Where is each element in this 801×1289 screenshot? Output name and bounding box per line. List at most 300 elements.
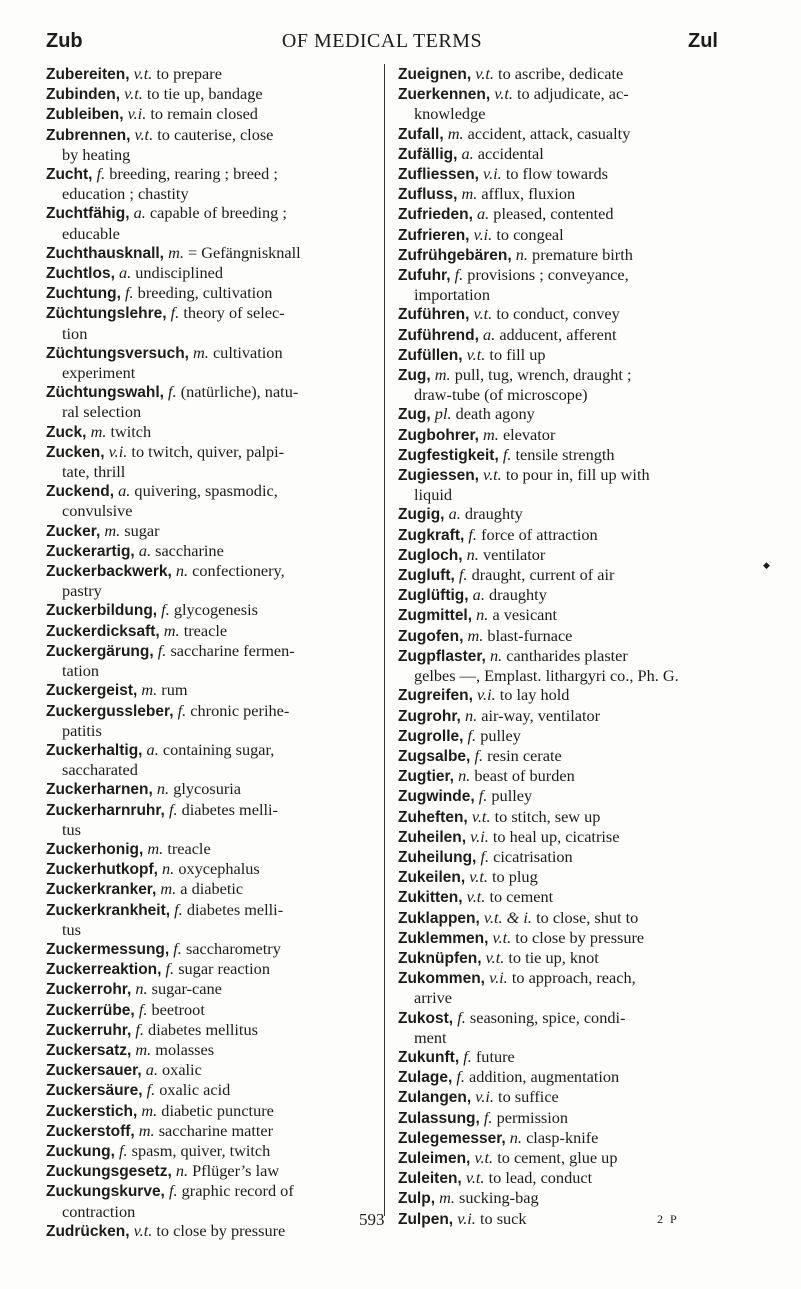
entry-line (46, 382, 298, 401)
entry-line (398, 265, 629, 284)
definition-continuation: educable (62, 223, 120, 243)
entry-line (398, 504, 523, 523)
headword: Züchtungsversuch, (46, 344, 189, 362)
entry-line (46, 1141, 270, 1160)
dictionary-entry (46, 283, 376, 303)
definition: sugar (124, 520, 160, 540)
definition: breeding, rearing ; breed ; (109, 164, 278, 184)
headword: Zuchtung, (46, 285, 121, 303)
definition: to twitch, quiver, palpi- (131, 441, 285, 461)
grammar-label: a. (483, 324, 496, 344)
entry-line (398, 827, 619, 846)
dictionary-entry (398, 968, 728, 1007)
headword: Zuckerharnen, (46, 781, 153, 799)
grammar-label: a. (448, 504, 461, 524)
definition: containing sugar, (162, 739, 275, 759)
headword: Zugrolle, (398, 727, 464, 745)
definition: resin cerate (487, 745, 562, 765)
definition: to stitch, sew up (494, 806, 601, 826)
definition: to tie up, bandage (146, 84, 263, 104)
dictionary-entry (398, 184, 728, 204)
dictionary-entry (46, 442, 376, 481)
dictionary-entry (398, 948, 728, 968)
entry-line (398, 585, 547, 604)
grammar-label: v.i. (457, 1208, 476, 1228)
dictionary-entry (398, 404, 728, 424)
dictionary-entry (46, 1040, 376, 1060)
dictionary-entry (398, 928, 728, 948)
grammar-label: n. (515, 244, 528, 264)
grammar-label: pl. (434, 404, 452, 424)
headword: Zudrücken, (46, 1222, 130, 1240)
dictionary-entry (398, 746, 728, 766)
definition: oxycephalus (178, 859, 260, 879)
grammar-label: f. (173, 938, 182, 958)
entry-line (398, 1209, 527, 1228)
definition-continuation: pastry (62, 581, 102, 601)
dictionary-entry (398, 144, 728, 164)
entry-line (398, 685, 569, 704)
grammar-label: v.t. & i. (483, 907, 532, 927)
headword: Zulassung, (398, 1109, 480, 1127)
definition: saccharine (155, 540, 224, 560)
grammar-label: n. (458, 766, 471, 786)
dictionary-entry (398, 84, 728, 123)
dictionary-entry (46, 263, 376, 283)
definition: diabetic puncture (161, 1100, 274, 1120)
entry-line (398, 144, 544, 163)
definition-continuation: saccharated (62, 760, 138, 780)
definition: seasoning, spice, condi- (469, 1007, 626, 1027)
headword: Zufrieden, (398, 206, 473, 224)
definition: to conduct, convey (496, 304, 620, 324)
dictionary-entry (398, 1108, 728, 1128)
headword: Zugwinde, (398, 788, 475, 806)
headword: Zufliessen, (398, 166, 479, 184)
headword: Zuckerkranker, (46, 881, 157, 899)
headword: Zukost, (398, 1009, 454, 1027)
dictionary-entry (398, 847, 728, 867)
definition: to suffice (498, 1087, 559, 1107)
entry-line (398, 1128, 598, 1147)
grammar-label: n. (135, 979, 148, 999)
dictionary-entry (398, 766, 728, 786)
definition-continuation: importation (414, 285, 490, 305)
headword: Zulage, (398, 1069, 453, 1087)
grammar-label: v.t. (474, 1147, 494, 1167)
dictionary-entry (46, 1181, 376, 1220)
header-right-guide-word: Zul (688, 30, 718, 52)
entry-line (46, 939, 281, 958)
headword: Züchtungslehre, (46, 305, 167, 323)
entry-line (46, 283, 272, 302)
printer-signature: 2 P (657, 1212, 679, 1226)
headword: Zubereiten, (46, 66, 130, 83)
definition: treacle (167, 838, 211, 858)
entry-line (398, 365, 632, 384)
entry-line (46, 1080, 230, 1099)
entry-line (398, 928, 644, 947)
grammar-label: v.t. (492, 927, 512, 947)
dictionary-entry (46, 84, 376, 104)
definition: glycogenesis (173, 600, 258, 620)
headword: Zuckersäure, (46, 1082, 143, 1100)
dictionary-entry (46, 1141, 376, 1161)
grammar-label: a. (138, 540, 152, 560)
definition: a vesicant (492, 605, 558, 625)
definition: blast-furnace (487, 625, 573, 645)
dictionary-entry (398, 1188, 728, 1208)
dictionary-entry (398, 425, 728, 445)
grammar-label: m. (135, 1039, 152, 1059)
entry-line (46, 203, 287, 222)
definition: draughty (488, 585, 547, 605)
grammar-label: v.t. (133, 1220, 153, 1240)
definition: pulley (480, 725, 521, 745)
definition: twitch (110, 421, 152, 441)
entry-line (398, 84, 629, 103)
entry-line (398, 204, 614, 223)
entry-line (46, 104, 258, 123)
entry-line (46, 1020, 258, 1039)
headword: Zulp, (398, 1190, 436, 1208)
dictionary-entry (398, 1047, 728, 1067)
definition: to flow towards (505, 164, 609, 184)
grammar-label: m. (439, 1188, 455, 1208)
grammar-label: m. (467, 625, 484, 645)
grammar-label: m. (447, 123, 464, 143)
definition-continuation: arrive (414, 988, 452, 1008)
headword: Zuckerdicksaft, (46, 622, 160, 640)
dictionary-entry (398, 304, 728, 324)
entry-line (398, 445, 615, 464)
definition: air-way, ventilator (481, 705, 601, 725)
headword: Zuheilung, (398, 848, 477, 866)
definition-continuation: experiment (62, 363, 136, 383)
dictionary-entry (46, 203, 376, 242)
definition: cantharides plaster (506, 645, 628, 665)
definition: to prepare (156, 64, 222, 83)
headword: Zufüllen, (398, 346, 463, 364)
headword: Zucken, (46, 443, 105, 461)
definition: pulley (491, 786, 533, 806)
dictionary-entry (398, 1128, 728, 1148)
headword: Zugsalbe, (398, 747, 471, 765)
grammar-label: m. (193, 342, 209, 362)
definition: sucking-bag (459, 1188, 539, 1208)
headword: Zuckerbackwerk, (46, 563, 172, 581)
grammar-label: f. (174, 899, 183, 919)
dictionary-entry (398, 685, 728, 705)
headword: Zuckerhutkopf, (46, 861, 158, 879)
dictionary-entry (398, 605, 728, 625)
definition: saccharine matter (158, 1120, 274, 1140)
definition: beast of burden (474, 766, 575, 786)
headword: Zuchtfähig, (46, 205, 130, 223)
grammar-label: f. (480, 846, 490, 866)
definition-continuation: tate, thrill (62, 462, 126, 482)
definition: accidental (477, 143, 544, 163)
definition: to cement, glue up (497, 1147, 618, 1167)
headword: Zueignen, (398, 66, 472, 83)
headword: Zucht, (46, 166, 93, 184)
definition: chronic perihe- (190, 700, 290, 720)
grammar-label: f. (168, 799, 178, 819)
entry-line (46, 1121, 273, 1140)
grammar-label: f. (468, 524, 477, 544)
headword: Zuführend, (398, 326, 479, 344)
entry-line (398, 184, 575, 203)
entry-line (398, 867, 538, 886)
grammar-label: f. (457, 1007, 466, 1027)
entry-line (46, 521, 160, 540)
definition: undisciplined (135, 263, 223, 283)
grammar-label: f. (502, 444, 512, 464)
grammar-label: f. (478, 786, 488, 806)
dictionary-entry (46, 641, 376, 680)
entry-line (398, 807, 600, 826)
headword: Zuckerruhr, (46, 1021, 132, 1039)
grammar-label: v.t. (465, 1168, 485, 1188)
grammar-label: f. (177, 700, 187, 720)
definition: to pour in, fill up with (505, 465, 650, 485)
grammar-label: n. (162, 859, 175, 879)
definition: cultivation (212, 342, 283, 362)
dictionary-entry (398, 465, 728, 504)
left-column (46, 64, 376, 1241)
dictionary-entry (398, 124, 728, 144)
entry-line (46, 1161, 279, 1180)
entry-line (398, 626, 572, 645)
definition: elevator (502, 424, 556, 444)
entry-line (398, 786, 532, 805)
grammar-label: v.t. (466, 887, 486, 907)
definition-continuation: tus (62, 919, 82, 939)
entry-line (398, 164, 608, 183)
dictionary-entry (46, 1060, 376, 1080)
grammar-label: f. (161, 600, 170, 620)
dictionary-entry (398, 525, 728, 545)
definition: oxalic (162, 1060, 202, 1080)
entry-line (398, 766, 575, 785)
headword: Zugluft, (398, 567, 455, 585)
dictionary-entry (398, 1008, 728, 1047)
definition: to cauterise, close (157, 124, 274, 144)
headword: Zukeilen, (398, 869, 466, 887)
definition: molasses (155, 1039, 215, 1059)
dictionary-entry (46, 839, 376, 859)
entry-line (398, 1168, 592, 1187)
dictionary-entry (398, 504, 728, 524)
definition: pull, tug, wrench, draught ; (454, 365, 632, 385)
entry-line (46, 243, 301, 262)
headword: Zuck, (46, 423, 87, 441)
definition: force of attraction (481, 524, 598, 544)
grammar-label: m. (168, 242, 184, 262)
dictionary-entry (398, 225, 728, 245)
definition-continuation: gelbes —, Emplast. lithargyri co., Ph. G. (414, 666, 679, 686)
headword: Zuckerrohr, (46, 981, 132, 999)
grammar-label: n. (175, 1161, 189, 1181)
entry-line (46, 1040, 214, 1059)
grammar-label: v.t. (473, 304, 493, 324)
entry-line (398, 425, 555, 444)
definition: pleased, contented (493, 204, 614, 224)
headword: Zuckerkrankheit, (46, 901, 171, 919)
grammar-label: v.i. (489, 968, 508, 988)
entry-line (46, 263, 223, 282)
headword: Zufällig, (398, 145, 458, 163)
headword: Zuckerbildung, (46, 602, 158, 620)
grammar-label: f. (135, 1019, 144, 1039)
header-left-guide-word: Zub (46, 30, 83, 52)
dictionary-entry (46, 879, 376, 899)
dictionary-entry (46, 701, 376, 740)
definition: to adjudicate, ac- (517, 84, 629, 104)
entry-line (398, 245, 633, 264)
entry-line (398, 1067, 619, 1086)
headword: Zufrühgebären, (398, 246, 512, 264)
grammar-label: m. (461, 184, 478, 204)
entry-line (398, 646, 628, 665)
dictionary-entry (46, 1221, 376, 1241)
dictionary-entry (46, 422, 376, 442)
definition: Pflüger’s law (192, 1161, 280, 1181)
grammar-label: v.t. (133, 64, 153, 83)
entry-line (46, 561, 285, 580)
definition-continuation: education ; chastity (62, 184, 189, 204)
grammar-label: f. (157, 640, 167, 660)
entry-line (398, 1047, 515, 1066)
dictionary-entry (398, 365, 728, 404)
entry-line (398, 968, 636, 987)
entry-line (398, 525, 598, 544)
grammar-label: f. (165, 959, 175, 979)
definition: diabetes mellitus (148, 1019, 258, 1039)
dictionary-entry (398, 666, 728, 685)
grammar-label: f. (474, 745, 484, 765)
grammar-label: v.t. (483, 465, 502, 485)
headword: Zuklappen, (398, 909, 480, 927)
definition: afflux, fluxion (481, 184, 576, 204)
headword: Zuckungskurve, (46, 1183, 165, 1201)
dictionary-entry (46, 779, 376, 799)
headword: Zufrieren, (398, 226, 470, 244)
headword: Zuheilen, (398, 828, 467, 846)
dictionary-entry (46, 1121, 376, 1141)
entry-line (46, 125, 273, 144)
definition: permission (496, 1107, 569, 1127)
dictionary-entry (398, 585, 728, 605)
headword: Zulegemesser, (398, 1129, 506, 1147)
entry-line (398, 225, 564, 244)
headword: Zugpflaster, (398, 647, 486, 665)
dictionary-entry (46, 561, 376, 600)
headword: Zubleiben, (46, 106, 124, 124)
dictionary-entry (46, 740, 376, 779)
definition-continuation: contraction (62, 1201, 136, 1221)
dictionary-entry (46, 481, 376, 520)
entry-line (46, 1181, 294, 1200)
dictionary-entry (46, 1080, 376, 1100)
headword: Zucker, (46, 522, 101, 540)
headword: Zulangen, (398, 1089, 472, 1107)
entry-line (46, 779, 241, 798)
entry-line (46, 422, 151, 441)
definition: confectionery, (192, 561, 285, 581)
dictionary-entry (398, 445, 728, 465)
definition: to remain closed (150, 104, 258, 124)
headword: Zubrennen, (46, 126, 131, 144)
entry-line (398, 726, 521, 745)
headword: Züchtungswahl, (46, 384, 164, 402)
grammar-label: m. (90, 421, 107, 441)
headword: Zufuhr, (398, 267, 451, 285)
grammar-label: n. (464, 705, 478, 725)
dictionary-entry (398, 1087, 728, 1107)
grammar-label: v.t. (471, 806, 491, 826)
grammar-label: f. (458, 565, 468, 585)
headword: Zuckerhaltig, (46, 741, 143, 759)
dictionary-entry (46, 303, 376, 342)
headword: Zufall, (398, 125, 444, 143)
grammar-label: v.t. (134, 124, 154, 144)
definition-continuation: liquid (414, 485, 452, 505)
definition: premature birth (532, 244, 633, 264)
headword: Zuckerharnruhr, (46, 801, 165, 819)
dictionary-entry (46, 1101, 376, 1121)
definition: treacle (183, 620, 228, 640)
grammar-label: a. (477, 204, 490, 224)
entry-line (46, 303, 285, 322)
headword: Zugiessen, (398, 467, 479, 485)
definition: addition, augmentation (469, 1067, 620, 1087)
dictionary-entry (398, 807, 728, 827)
entry-line (46, 64, 222, 83)
dictionary-entry (398, 706, 728, 726)
entry-line (398, 545, 545, 564)
dictionary-entry (398, 164, 728, 184)
definition: to close by pressure (156, 1220, 286, 1240)
entry-line (46, 481, 278, 500)
definition: glycosuria (173, 779, 242, 799)
definition-continuation: tation (62, 661, 100, 681)
headword: Zukitten, (398, 889, 463, 907)
definition: adducent, afferent (499, 324, 617, 344)
headword: Zuführen, (398, 306, 470, 324)
grammar-label: v.i. (470, 826, 489, 846)
definition: to plug (492, 867, 538, 887)
dictionary-entry (398, 908, 728, 928)
headword: Zuckungsgesetz, (46, 1163, 172, 1181)
definition: draughty (464, 504, 523, 524)
dictionary-entry (398, 1067, 728, 1087)
entry-line (398, 404, 535, 423)
entry-line (398, 565, 614, 584)
entry-line (398, 124, 630, 143)
entry-line (398, 465, 650, 484)
headword: Zuckerstich, (46, 1102, 138, 1120)
dictionary-entry (46, 64, 376, 84)
grammar-label: v.t. (494, 84, 513, 104)
entry-line (46, 701, 289, 720)
dictionary-entry (46, 382, 376, 421)
grammar-label: a. (118, 263, 132, 283)
headword: Zugig, (398, 506, 445, 524)
definition: to ascribe, dedicate (498, 64, 624, 83)
grammar-label: n. (156, 779, 170, 799)
grammar-label: f. (118, 1140, 128, 1160)
